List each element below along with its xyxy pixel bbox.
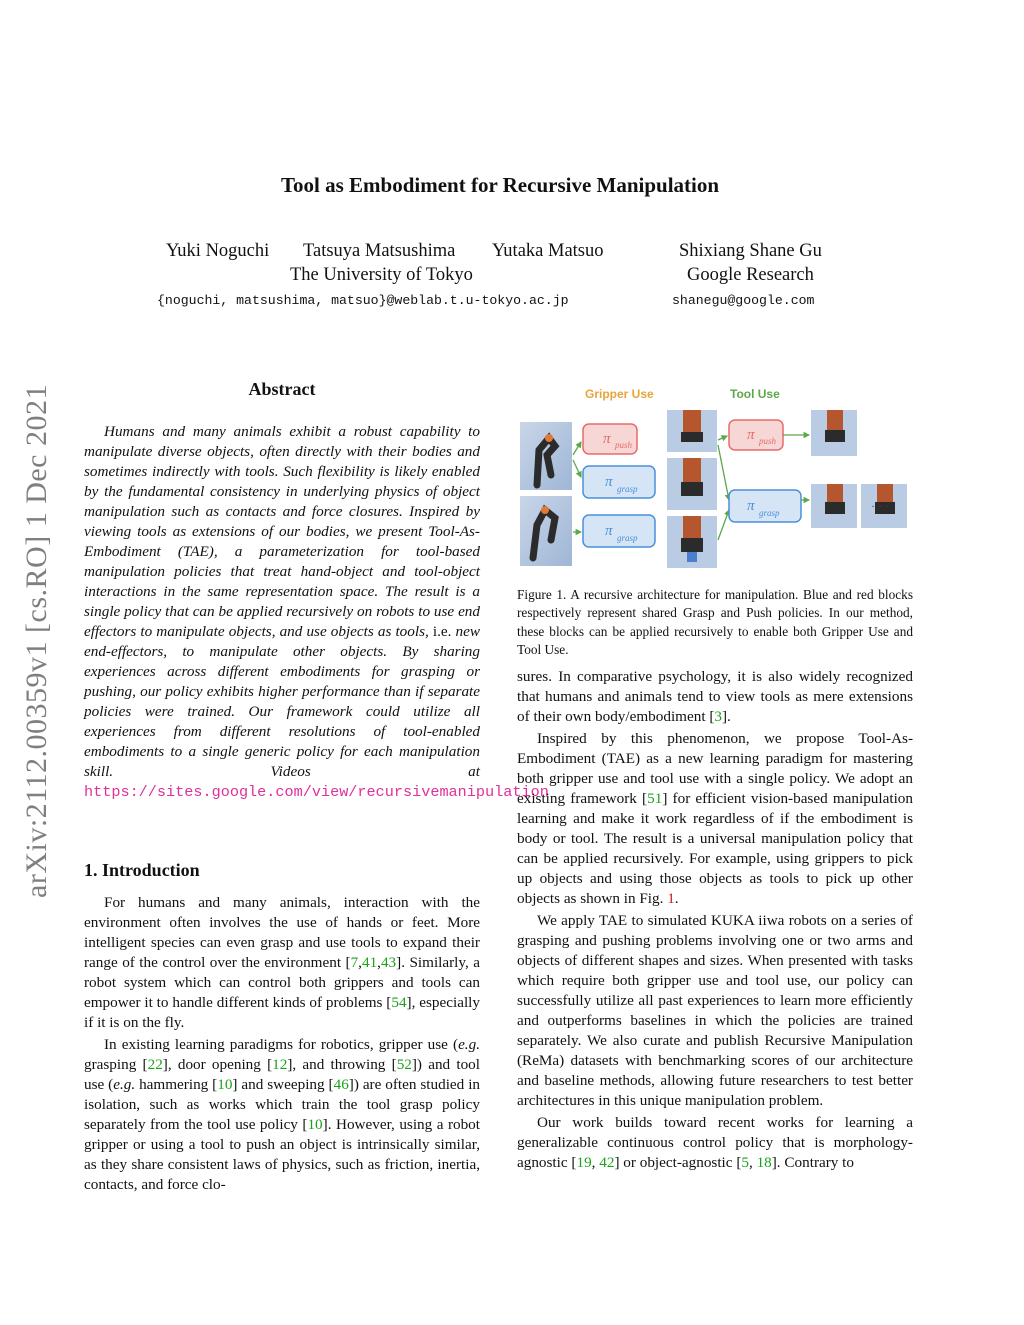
author-4: Shixiang Shane Gu xyxy=(679,241,822,261)
svg-text:π: π xyxy=(605,474,613,490)
citation-link[interactable]: 22 xyxy=(147,1056,163,1073)
tool-crop-2 xyxy=(811,484,857,528)
push-policy-block-1 xyxy=(583,424,637,454)
figure-link[interactable]: 1 xyxy=(667,890,675,907)
abstract-heading: Abstract xyxy=(248,379,316,399)
citation-link[interactable]: 41 xyxy=(361,954,378,971)
email-tokyo: {noguchi, matsushima, matsuo}@weblab.t.u-tokyo.ac.jp xyxy=(157,293,569,308)
citation-link[interactable]: 54 xyxy=(391,994,407,1011)
abstract-body xyxy=(84,422,549,804)
citation-link[interactable]: 5 xyxy=(741,1154,749,1171)
gripper-crop-3 xyxy=(667,516,717,568)
svg-text:π: π xyxy=(603,431,611,447)
figure-1 xyxy=(515,380,915,575)
author-2: Tatsuya Matsushima xyxy=(303,241,456,261)
abstract-text-1: Humans and many animals exhibit a robust capability to manipulate diverse objects, often directly with their bodies and sometimes indirectly with tools. Such flexibility is likely enabled by the fundamental consistency in underlying physics of object manipulation such as contacts and force closures. Inspired by viewing tools as extensions of our bodies, we present Tool-As-Embodiment (TAE), a parameterization for tool-based manipulation policies that treat hand-object and tool-object interactions in the same representation space. The result is a single policy that can be applied recursively on robots to use end effectors to manipulate objects, and use objects as tools, xyxy=(84,423,480,640)
paragraph-tae-kuka: We apply TAE to simulated KUKA iiwa robots on a series of grasping and pushing problems involving one or two arms and objects of different shapes and sizes. When presented with tasks which require both gripper use and tool use, our policy can successfully utilize all past experiences to learn more efficiently and outperforms baselines in which the policies are trained separately. We also curate and publish Recursive Manipulation (ReMa) datasets with benchmarking scores of our architecture and baseline methods, allowing future researchers to test better architectures in this unique manipulation problem. xyxy=(517,912,913,1109)
affiliation-tokyo: The University of Tokyo xyxy=(290,265,473,285)
svg-text:grasp: grasp xyxy=(617,484,638,494)
svg-text:π: π xyxy=(605,523,613,539)
gripper-use-label: Gripper Use xyxy=(585,387,654,401)
push-policy-block-2 xyxy=(729,420,783,450)
figure-1-caption: Figure 1. A recursive architecture for manipulation. Blue and red blocks respectively represent shared Grasp and Push policies. In our method, these blocks can be applied recursively to enable both Gripper Use and Tool Use. xyxy=(517,587,913,658)
paper-title: Tool as Embodiment for Recursive Manipulation xyxy=(280,173,720,197)
citation-link[interactable]: 7 xyxy=(350,954,359,971)
project-url-link[interactable]: https://sites.google.com/view/recursivemanipulation xyxy=(84,783,549,801)
robot-scene-bottom xyxy=(520,496,572,566)
svg-text:push: push xyxy=(615,440,633,450)
citation-link[interactable]: 51 xyxy=(647,790,663,807)
author-1: Yuki Noguchi xyxy=(166,241,270,261)
citation-link[interactable]: 43 xyxy=(380,954,397,971)
gripper-crop-2 xyxy=(667,458,717,510)
svg-text:grasp: grasp xyxy=(759,508,780,518)
tool-crop-1 xyxy=(811,410,857,456)
grasp-policy-block-1 xyxy=(583,466,655,498)
intro-body: For humans and many animals, interaction with the environment often involves the use of hands or feet. More intelligent species can even grasp and use tools to expand their range of the control over the environment [7,41,43]. Similarly, a robot system which can control both grippers and tools can empower it to handle different kinds of problems [54], especially if it is on the fly. In existing learning paradigms for robotics, gripper use (e.g. grasping [22], door opening [12], and throwing [52]) and tool use (e.g. hammering [10] and sweeping [46]) are often studied in isolation, such as works which train the tool grasp policy separately from the tool use policy [10]. However, using a robot gripper or using a tool to push an object is intrinsically similar, as they share consistent laws of physics, such as friction, inertia, contacts, and force clo- xyxy=(84,894,481,1193)
robot-scene-top xyxy=(520,422,572,490)
author-3: Yutaka Matsuo xyxy=(492,241,604,261)
svg-text:π: π xyxy=(747,427,755,443)
abstract-text-2: new end-effectors, to manipulate other objects. By sharing experiences across different embodiments for grasping or pushing, our policy exhibits higher performance than if separate policies were trained. Our framework could utilize all experiences from different resolutions of tool-enabled embodiments to a single generic policy for each manipulation skill. Videos at xyxy=(84,623,481,780)
citation-link[interactable]: 3 xyxy=(714,708,722,725)
tool-use-label: Tool Use xyxy=(730,387,780,401)
citation-link[interactable]: 12 xyxy=(272,1056,288,1073)
svg-text:grasp: grasp xyxy=(617,533,638,543)
svg-text:push: push xyxy=(759,436,777,446)
continuation-dots: · · · xyxy=(871,499,889,513)
arxiv-stamp xyxy=(12,356,62,926)
grasp-policy-block-2 xyxy=(583,515,655,547)
right-column-body: sures. In comparative psychology, it is also widely recognized that humans and animals tend to view tools as mere extensions of their own body/embodiment [3]. Inspired by this phenomenon, we propose Tool-As-Embodiment (TAE) as a new learning paradigm for mastering both gripper use and tool use with a single policy. We adopt an existing framework [51] for efficient vision-based manipulation learning and make it work regardless of if the embodiment is body or tool. The result is a universal manipulation policy that can be applied recursively. For example, using grippers to pick up objects and using those objects as tools to pick up other objects as shown in Fig. 1. We apply TAE to simulated KUKA iiwa robots on a series of grasping and pushing problems involving one or two arms and objects of different shapes and sizes. When presented with tasks which require both gripper use and tool use, our policy can successfully utilize all past experiences to learn more efficiently and outperforms baselines in which the policies are trained separately. We also curate and publish Recursive Manipulation (ReMa) datasets with benchmarking scores of our architecture and baseline methods, allowing future researchers to test better architectures in this unique manipulation problem. Our work builds toward recent works for learning a generalizable continuous control policy that is morphology-agnostic [19, 42] or object-agnostic [5, 18]. Contrary to xyxy=(517,668,913,1171)
figure-1-diagram xyxy=(515,380,915,575)
citation-link[interactable]: 46 xyxy=(333,1076,349,1093)
affiliation-google: Google Research xyxy=(687,265,814,285)
citation-link[interactable]: 42 xyxy=(599,1154,615,1171)
abstract-ie: i.e. xyxy=(432,623,452,640)
citation-link[interactable]: 19 xyxy=(576,1154,592,1171)
citation-link[interactable]: 10 xyxy=(307,1116,323,1133)
arxiv-id: arXiv:2112.00359v1 [cs.RO] 1 Dec 2021 xyxy=(20,384,53,898)
grasp-policy-block-3 xyxy=(729,490,801,522)
citation-link[interactable]: 52 xyxy=(396,1056,412,1073)
intro-heading: 1. Introduction xyxy=(84,860,200,880)
citation-link[interactable]: 18 xyxy=(756,1154,772,1171)
citation-link[interactable]: 10 xyxy=(217,1076,233,1093)
gripper-crop-1 xyxy=(667,410,717,452)
email-google: shanegu@google.com xyxy=(672,293,815,308)
svg-text:π: π xyxy=(747,498,755,514)
